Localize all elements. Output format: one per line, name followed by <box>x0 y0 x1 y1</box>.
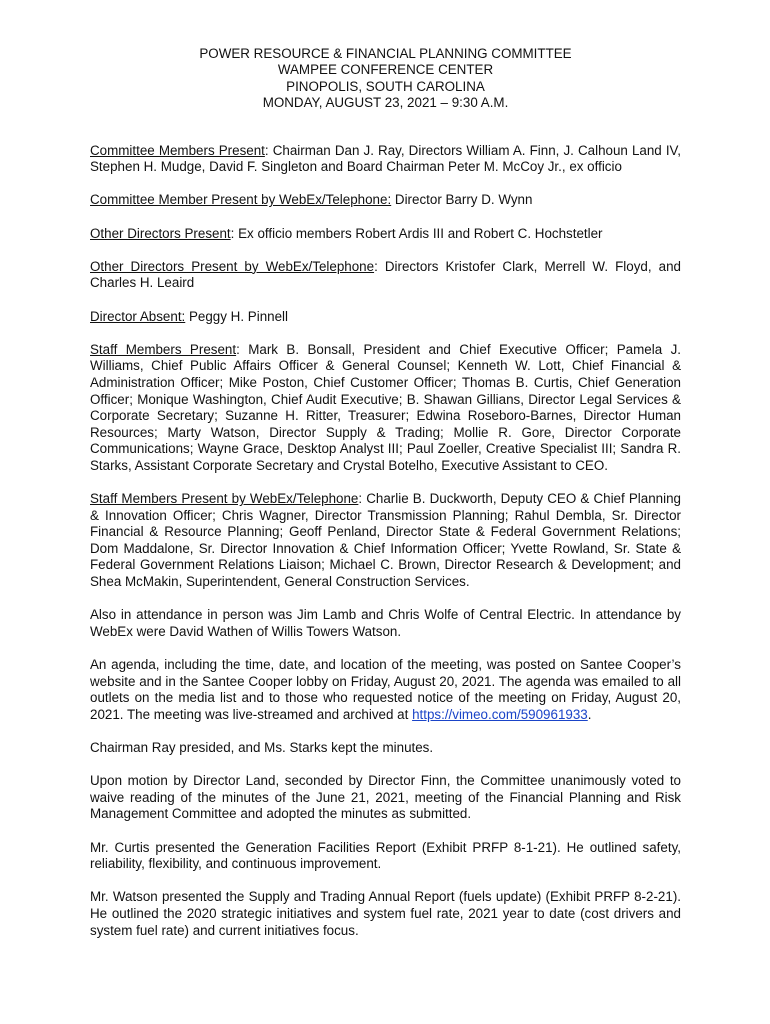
staff-present-paragraph <box>90 342 681 475</box>
other-directors-webex-label: Other Directors Present by WebEx/Telephone <box>90 258 375 274</box>
committee-present-paragraph <box>90 143 681 176</box>
header-committee-name: POWER RESOURCE & FINANCIAL PLANNING COMMITTEE <box>199 46 572 61</box>
staff-webex-text: : Charlie B. Duckworth, Deputy CEO & Chief Planning & Innovation Officer; Chris Wagner, Director Transmission Planning; Rahul Dembla, Sr. Director Financial & Resource Planning; Geoff Penland, Director State & Federal Government Relations; Dom Maddalone, Sr. Director Innovation & Chief Information Officer; Yvette Rowland, Sr. State & Federal Government Relations Liaison; Michael C. Brown, Director Research & Development; and Shea McMakin, Superintendent, General Construction Services. <box>90 491 681 590</box>
staff-webex-paragraph <box>90 491 681 591</box>
committee-webex-text: Director Barry D. Wynn <box>391 192 533 208</box>
director-absent-paragraph <box>90 309 681 326</box>
committee-present-label: Committee Members Present <box>90 142 265 158</box>
other-directors-webex-text: : Directors Kristofer Clark, Merrell W. Floyd, and Charles H. Leaird <box>90 258 681 291</box>
agenda-text: An agenda, including the time, date, and location of the meeting, was posted on Santee Cooper’s website and in the Santee Cooper lobby on Friday, August 20, 2021. The agenda was emailed to all outlets on the media list and to those who requested notice of the meeting on Friday, August 20, 2021. The meeting was live-streamed and archived at <box>90 657 681 722</box>
agenda-end: . <box>587 706 592 722</box>
committee-present-text: : Chairman Dan J. Ray, Directors William A. Finn, J. Calhoun Land IV, Stephen H. Mudge, David F. Singleton and Board Chairman Peter M. McCoy Jr., ex officio <box>90 142 681 175</box>
director-absent-text: Peggy H. Pinnell <box>185 308 288 324</box>
curtis-report-paragraph: Mr. Curtis presented the Generation Facilities Report (Exhibit PRFP 8-1-21). He outlined safety, reliability, flexibility, and continuous improvement. <box>90 839 681 872</box>
other-directors-text: : Ex officio members Robert Ardis III and Robert C. Hochstetler <box>230 225 603 241</box>
staff-present-label: Staff Members Present <box>90 341 237 357</box>
header-date-time: MONDAY, AUGUST 23, 2021 – 9:30 A.M. <box>262 95 509 111</box>
agenda-paragraph <box>90 657 681 723</box>
vimeo-archive-link[interactable]: https://vimeo.com/590961933 <box>412 706 588 722</box>
header-location: PINOPOLIS, SOUTH CAROLINA <box>286 78 485 94</box>
committee-webex-label: Committee Member Present by WebEx/Telephone: <box>90 192 392 208</box>
staff-webex-label: Staff Members Present by WebEx/Telephone <box>90 491 359 507</box>
other-directors-webex-paragraph <box>90 259 681 292</box>
committee-webex-paragraph <box>90 192 681 209</box>
presided-paragraph: Chairman Ray presided, and Ms. Starks kept the minutes. <box>90 740 434 755</box>
director-absent-label: Director Absent: <box>90 308 186 324</box>
other-directors-paragraph <box>90 226 681 243</box>
also-attendance-paragraph: Also in attendance in person was Jim Lamb and Chris Wolfe of Central Electric. In attendance by WebEx were David Wathen of Willis Towers Watson. <box>90 607 681 639</box>
header-venue: WAMPEE CONFERENCE CENTER <box>277 62 494 78</box>
other-directors-label: Other Directors Present <box>90 225 231 241</box>
watson-report-paragraph: Mr. Watson presented the Supply and Trading Annual Report (fuels update) (Exhibit PRFP 8-2-21). He outlined the 2020 strategic initiatives and system fuel rate, 2021 year to date (cost drivers and system fuel rate) and current initiatives focus. <box>90 889 681 938</box>
document-header <box>90 46 681 112</box>
staff-present-text: : Mark B. Bonsall, President and Chief Executive Officer; Pamela J. Williams, Chief Public Affairs Officer & General Counsel; Kenneth W. Lott, Chief Financial & Administration Officer; Mike Poston, Chief Customer Officer; Thomas B. Curtis, Chief Generation Officer; Monique Washington, Chief Audit Executive; B. Shawan Gillians, Director Legal Services & Corporate Secretary; Suzanne H. Ritter, Treasurer; Edwina Roseboro-Barnes, Director Human Resources; Marty Watson, Director Supply & Trading; Mollie R. Gore, Director Corporate Communications; Wayne Grace, Desktop Analyst III; Paul Zoeller, Creative Specialist III; Sandra R. Starks, Assistant Corporate Secretary and Crystal Botelho, Executive Assistant to CEO. <box>90 341 681 473</box>
motion-paragraph: Upon motion by Director Land, seconded by Director Finn, the Committee unanimously voted to waive reading of the minutes of the June 21, 2021, meeting of the Financial Planning and Risk Management Committee and adopted the minutes as submitted. <box>90 773 681 822</box>
